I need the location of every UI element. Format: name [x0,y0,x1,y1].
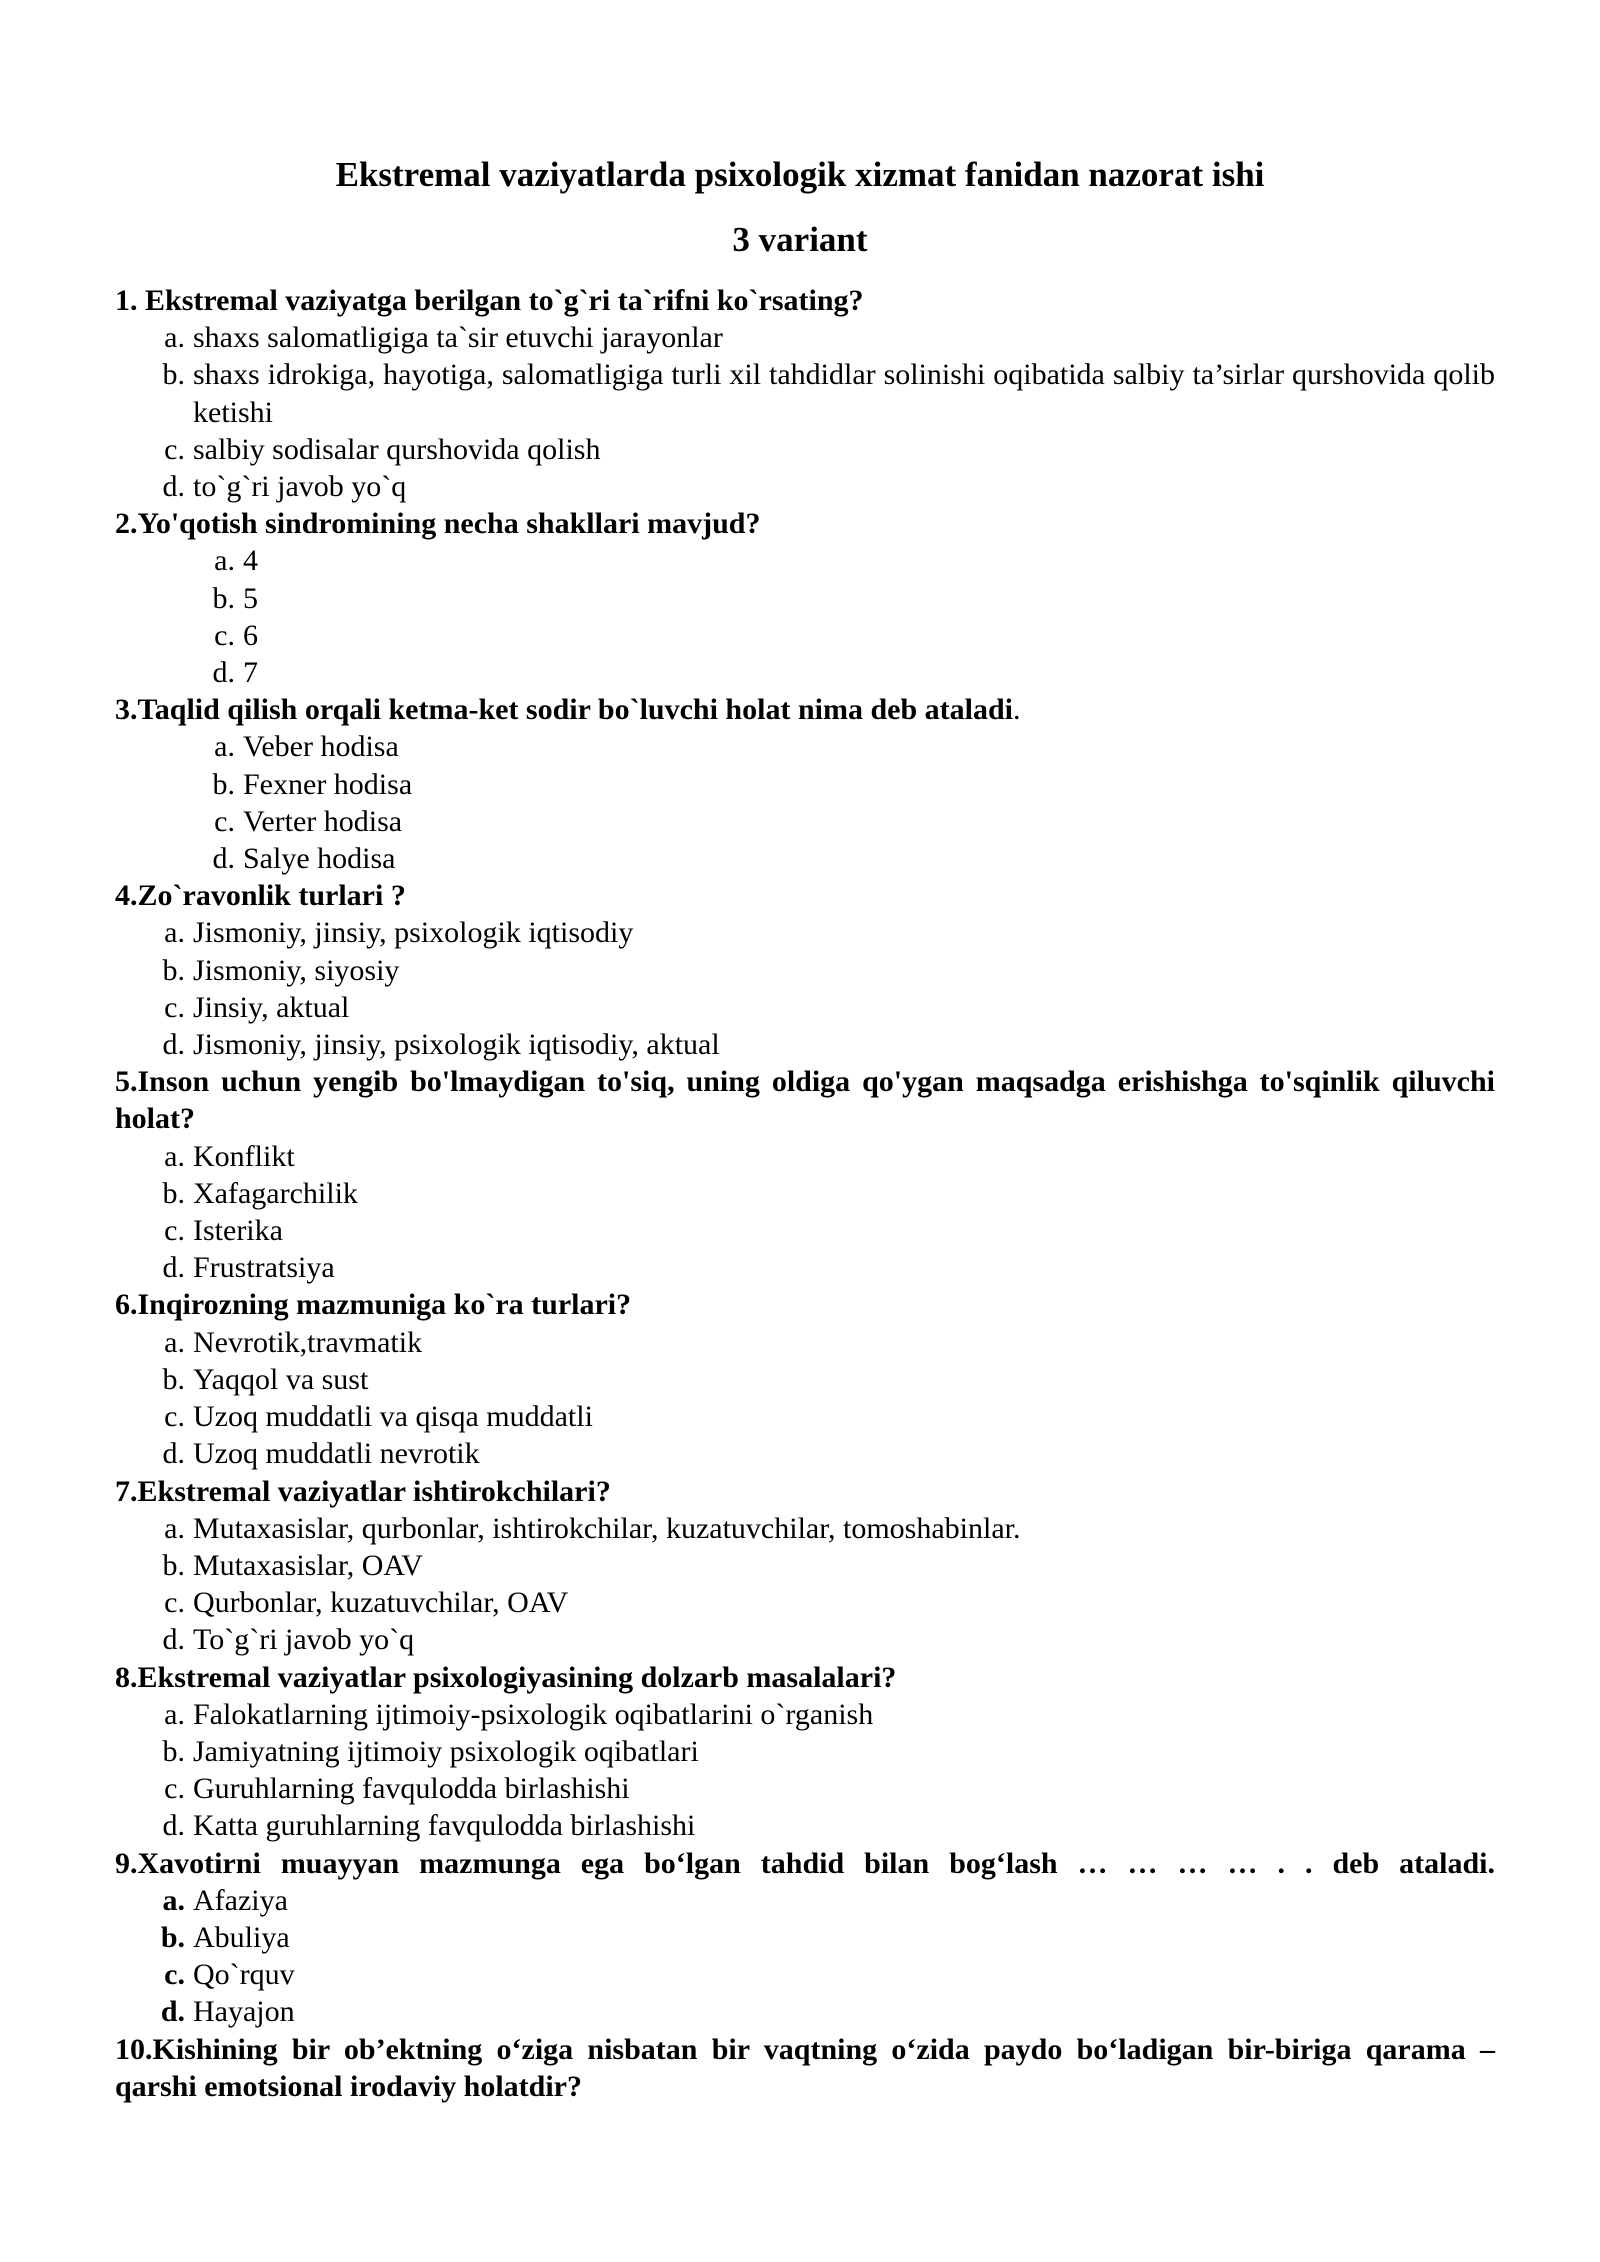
option-8c [115,1770,1495,1807]
question-2: 2.Yo'qotish sindromining necha shakllari mavjud? [115,507,761,541]
option-letter: a. [162,1883,185,1917]
option-5b [115,1175,1495,1212]
option-text: 6 [243,618,258,652]
question-3-text: 3.Taqlid qilish orqali ketma-ket sodir bo`luvchi holat nima deb ataladi [115,693,1013,727]
option-text: Mutaxasislar, OAV [193,1548,423,1582]
option-9a [115,1882,1495,1919]
option-text: Qurbonlar, kuzatuvchilar, OAV [193,1586,569,1620]
option-letter: b. [212,767,235,801]
option-2d [115,654,1495,691]
option-text: Hayajon [193,1995,295,2029]
option-letter: a. [164,1511,185,1545]
option-letter: a. [164,916,185,950]
option-8b [115,1733,1495,1770]
option-text: Fexner hodisa [243,767,413,801]
option-letter: c. [164,1772,185,1806]
option-letter: c. [164,432,185,466]
option-4c [115,989,1495,1026]
option-text: Guruhlarning favqulodda birlashishi [193,1772,630,1806]
option-letter: c. [164,1586,185,1620]
option-letter: a. [164,1139,185,1173]
option-3a [115,728,1495,765]
option-letter: c. [164,1400,185,1434]
option-7d [115,1621,1495,1658]
option-text: to`g`ri javob yo`q [193,470,407,504]
option-letter: c. [214,618,235,652]
option-text: salbiy sodisalar qurshovida qolish [193,432,601,466]
option-text: Salye hodisa [243,842,396,876]
option-2a [115,542,1495,579]
option-5a [115,1138,1495,1175]
option-letter: d. [160,1995,185,2029]
option-letter: b. [162,1176,185,1210]
option-letter: a. [164,1697,185,1731]
option-text: Falokatlarning ijtimoiy-psixologik oqibatlarini o`rganish [193,1697,874,1731]
option-text: Nevrotik,travmatik [193,1325,423,1359]
option-text: Abuliya [193,1920,290,1954]
option-1b [115,356,1495,430]
option-text: 7 [243,656,258,690]
question-8: 8.Ekstremal vaziyatlar psixologiyasining dolzarb masalalari? [115,1660,897,1694]
option-text: Qo`rquv [193,1958,295,1992]
option-3b [115,766,1495,803]
option-letter: c. [164,990,185,1024]
option-letter: d. [162,470,185,504]
option-9d [115,1993,1495,2030]
option-letter: b. [162,1734,185,1768]
option-5c [115,1212,1495,1249]
option-text: Mutaxasislar, qurbonlar, ishtirokchilar, kuzatuvchilar, tomoshabinlar. [193,1511,1021,1545]
option-text: Jismoniy, jinsiy, psixologik iqtisodiy, aktual [193,1028,720,1062]
option-text: Jismoniy, siyosiy [193,953,400,987]
question-7: 7.Ekstremal vaziyatlar ishtirokchilari? [115,1474,611,1508]
variant-label: 3 variant [732,220,868,259]
option-4d [115,1026,1495,1063]
option-9b [115,1919,1495,1956]
option-text: Xafagarchilik [193,1176,358,1210]
option-text: Frustratsiya [193,1251,335,1285]
option-2c [115,617,1495,654]
option-4b [115,952,1495,989]
question-list [115,282,1495,2105]
question-10: 10.Kishining bir ob’ektning o‘ziga nisbatan bir vaqtning o‘zida paydo bo‘ladigan bir-biriga qarama – qarshi emotsional irodaviy holatdir? [115,2032,1495,2103]
question-4: 4.Zo`ravonlik turlari ? [115,879,406,913]
option-text: Jismoniy, jinsiy, psixologik iqtisodiy [193,916,634,950]
option-text: Yaqqol va sust [193,1362,369,1396]
option-text: Veber hodisa [243,730,399,764]
question-1: 1. Ekstremal vaziyatga berilgan to`g`ri ta`rifni ko`rsating? [115,284,864,317]
option-text: 4 [243,544,258,578]
option-4a [115,914,1495,951]
option-letter: a. [214,544,235,578]
option-text: shaxs salomatligiga ta`sir etuvchi jarayonlar [193,321,723,355]
option-letter: b. [162,1362,185,1396]
option-letter: c. [214,804,235,838]
option-7c [115,1584,1495,1621]
option-text: Uzoq muddatli nevrotik [193,1437,480,1471]
option-letter: d. [212,842,235,876]
option-letter: c. [164,1214,185,1248]
option-6c [115,1398,1495,1435]
option-letter: b. [212,581,235,615]
option-text: Afaziya [193,1883,288,1917]
option-5d [115,1249,1495,1286]
option-letter: d. [162,1809,185,1843]
option-text: Uzoq muddatli va qisqa muddatli [193,1400,593,1434]
option-letter: b. [162,358,185,392]
question-3 [115,691,1495,728]
question-3-period: . [1012,693,1021,727]
option-7a [115,1510,1495,1547]
question-9: 9.Xavotirni muayyan mazmunga ega bo‘lgan tahdid bilan bog‘lash … … … … . . deb ataladi. [115,1846,1495,1880]
option-6d [115,1435,1495,1472]
option-letter: b. [162,1548,185,1582]
option-6b [115,1361,1495,1398]
option-letter: c. [164,1958,185,1992]
option-2b [115,580,1495,617]
option-letter: a. [164,1325,185,1359]
option-1c [115,431,1495,468]
option-7b [115,1547,1495,1584]
option-text: shaxs idrokiga, hayotiga, salomatligiga turli xil tahdidlar solinishi oqibatida salbiy ta’sirlar qurshovida qolib ketishi [193,358,1495,429]
option-letter: a. [164,321,185,355]
option-letter: a. [214,730,235,764]
option-text: Katta guruhlarning favqulodda birlashishi [193,1809,696,1843]
option-1a [115,319,1495,356]
option-3c [115,803,1495,840]
option-8d [115,1807,1495,1844]
question-5: 5.Inson uchun yengib bo'lmaydigan to'siq, uning oldiga qo'ygan maqsadga erishishga to'sqinlik qiluvchi holat? [115,1065,1495,1136]
option-9c [115,1956,1495,1993]
question-6: 6.Inqirozning mazmuniga ko`ra turlari? [115,1288,632,1322]
option-text: Jamiyatning ijtimoiy psixologik oqibatlari [193,1734,699,1768]
option-letter: b. [162,953,185,987]
option-text: Isterika [193,1214,283,1248]
option-letter: d. [162,1437,185,1471]
option-1d [115,468,1495,505]
option-8a [115,1696,1495,1733]
option-text: To`g`ri javob yo`q [193,1623,415,1657]
option-text: Verter hodisa [243,804,403,838]
option-letter: b. [160,1920,185,1954]
option-letter: d. [162,1251,185,1285]
document-title: Ekstremal vaziyatlarda psixologik xizmat fanidan nazorat ishi [335,155,1265,194]
option-text: 5 [243,581,258,615]
option-3d [115,840,1495,877]
option-6a [115,1324,1495,1361]
option-letter: d. [212,656,235,690]
option-letter: d. [162,1623,185,1657]
option-text: Konflikt [193,1139,295,1173]
option-text: Jinsiy, aktual [193,990,350,1024]
option-letter: d. [162,1028,185,1062]
